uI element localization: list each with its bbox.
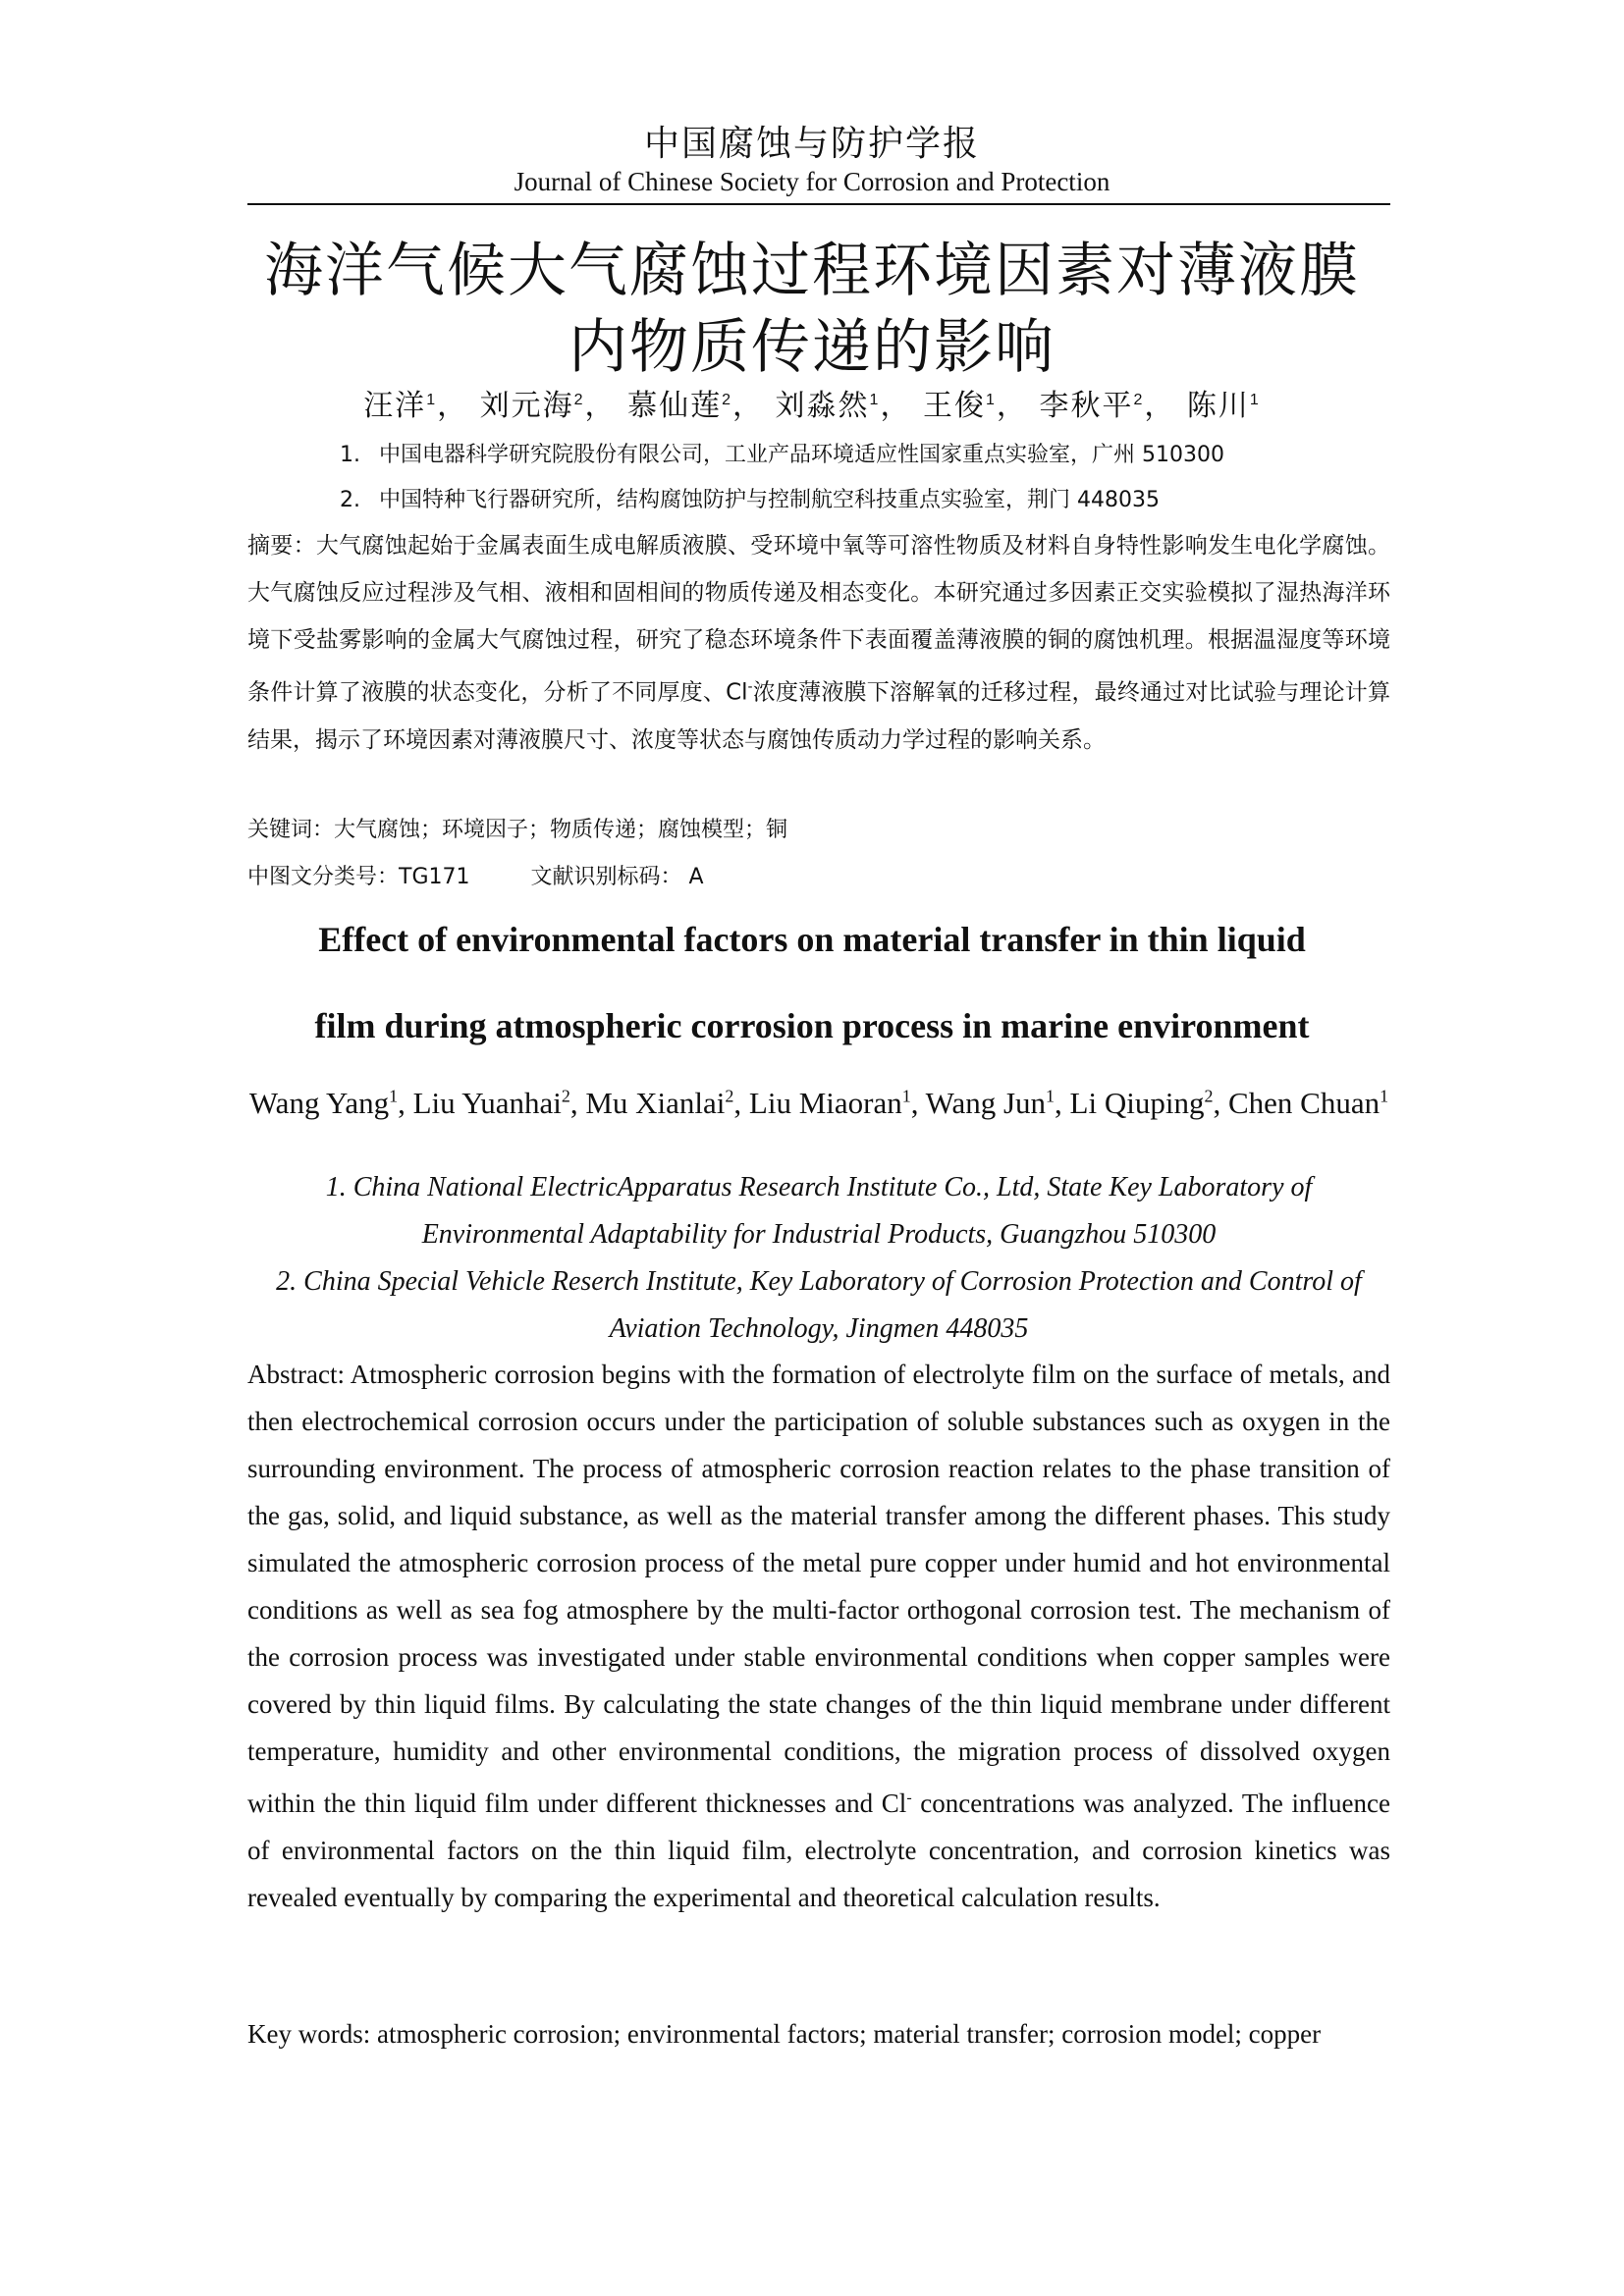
document-code: 文献识别标码： A [530,865,704,889]
abstract-en: Abstract: Atmospheric corrosion begins with the formation of electrolyte film on the surface of metals, and then electrochemical corrosion occurs under the participation of soluble substances such as oxygen in the surrounding environment. The process of atmospheric corrosion reaction relates to the phase transition of the gas, solid, and liquid substance, as well as the material transfer among the different phases. This study simulated the atmospheric corrosion process of the metal pure copper under humid and hot environmental conditions as well as sea fog atmosphere by the multi-factor orthogonal corrosion test. The mechanism of the corrosion process was investigated under stable environmental conditions when copper samples were covered by thin liquid films. By calculating the state changes of the thin liquid membrane under different temperature, humidity and other environmental conditions, the migration process of dissolved oxygen within the thin liquid film under different thicknesses and Cl- concentrations was analyzed. The influence of environmental factors on the thin liquid film, electrolyte concentration, and corrosion kinetics was revealed eventually by comparing the experimental and theoretical calculation results. [247,1360,1390,1912]
author-cn: 陈川$^1$ [1186,389,1261,423]
author-en: Li Qiuping$^2$, [1069,1086,1228,1121]
author-list-en [247,1074,1390,1126]
keywords-cn: 关键词：大气腐蚀；环境因子；物质传递；腐蚀模型；铜 [247,818,788,842]
paper-title-cn-line2: 内物质传递的影响 [568,313,1056,382]
author-en: Liu Yuanhai$^2$, [412,1086,586,1121]
author-en: Liu Miaoran$^1$, [748,1086,926,1121]
author-cn: 刘元海$^2$， [479,389,617,423]
affiliation-en-2: 2. China Special Vehicle Reserch Institute, Key Laboratory of Corrosion Protection and Control of Aviation Technology, Jingmen 448035 [276,1266,1362,1344]
author-en: Wang Yang$^1$, [248,1086,413,1121]
author-en: Chen Chuan$^1$ [1227,1086,1389,1121]
affiliation-cn-2: 2. 中国特种飞行器研究所，结构腐蚀防护与控制航空科技重点实验室，荆门 448035 [340,488,1160,512]
classification-line [247,860,704,890]
abstract-cn: 摘要：大气腐蚀起始于金属表面生成电解质液膜、受环境中氧等可溶性物质及材料自身特性影响发生电化学腐蚀。大气腐蚀反应过程涉及气相、液相和固相间的物质传递及相态变化。本研究通过多因素正交实验模拟了湿热海洋环境下受盐雾影响的金属大气腐蚀过程，研究了稳态环境条件下表面覆盖薄液膜的铜的腐蚀机理。根据温湿度等环境条件计算了液膜的状态变化，分析了不同厚度、Cl-浓度薄液膜下溶解氧的迁移过程，最终通过对比试验与理论计算结果，揭示了环境因素对薄液膜尺寸、浓度等状态与腐蚀传质动力学过程的影响关系。 [247,533,1391,753]
clc-number: 中图文分类号：TG171 [247,865,470,889]
author-en: Mu Xianlai$^2$, [585,1086,749,1121]
affiliation-cn-1: 1. 中国电器科学研究院股份有限公司，工业产品环境适应性国家重点实验室，广州 510300 [340,443,1224,467]
paper-title-en-line1: Effect of environmental factors on material transfer in thin liquid [318,920,1306,959]
affiliation-en-1: 1. China National ElectricApparatus Research Institute Co., Ltd, State Key Laboratory of Environmental Adaptability for Industrial Products, Guangzhou 510300 [325,1172,1313,1250]
author-cn: 刘淼然$^1$， [775,389,912,423]
author-cn: 慕仙莲$^2$， [627,389,764,423]
author-cn: 李秋平$^2$， [1039,389,1176,423]
author-en: Wang Jun$^1$, [925,1086,1070,1121]
author-cn: 王俊$^1$， [923,389,1028,423]
author-list-cn [0,381,1624,424]
paper-title-en-line2: film during atmospheric corrosion process in marine environment [314,1006,1310,1045]
header-divider [247,203,1390,205]
keywords-en: Key words: atmospheric corrosion; environmental factors; material transfer; corrosion model; copper [247,2019,1322,2049]
journal-title-en: Journal of Chinese Society for Corrosion and Protection [514,167,1110,196]
paper-title-cn-line1: 海洋气候大气腐蚀过程环境因素对薄液膜 [264,237,1360,305]
abstract-cn-label: 摘要： [247,533,316,559]
journal-title-cn: 中国腐蚀与防护学报 [643,124,980,164]
author-cn: 汪洋$^1$， [363,389,469,423]
